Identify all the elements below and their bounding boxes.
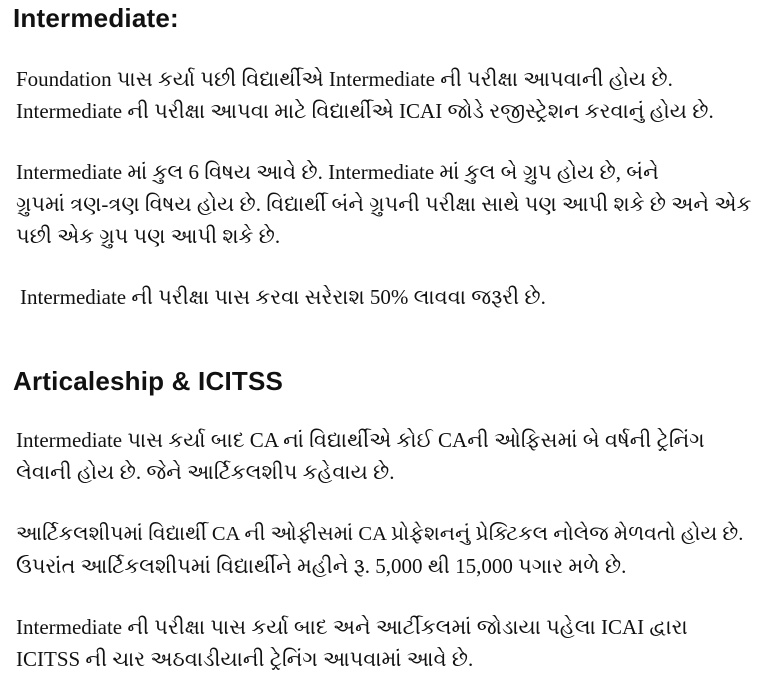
text-line: આર્ટિકલશીપમાં વિદ્યાર્થી CA ની ઓફીસમાં CA પ્રોફેશનનું પ્રેક્ટિકલ નોલેજ મેળવતો હોય છે. [16, 523, 744, 545]
text-line: Intermediate માં કુલ 6 વિષય આવે છે. Intermediate માં કુલ બે ગ્રુપ હોય છે, બંને [16, 160, 659, 184]
text-line: લેવાની હોય છે. જેને આર્ટિકલશીપ કહેવાય છે. [16, 460, 395, 484]
articleship-paragraph-training [16, 424, 705, 488]
articleship-heading: Articaleship & ICITSS [13, 366, 284, 396]
articleship-paragraph-stipend [16, 518, 743, 582]
text-line: Intermediate ની પરીક્ષા આપવા માટે વિદ્યાર્થીએ ICAI જોડે રજીસ્ટ્રેશન કરવાનું હોય છે. [16, 99, 714, 123]
text-line: Intermediate ની પરીક્ષા પાસ કર્યા બાદ અને આર્ટીકલમાં જોડાયા પહેલા ICAI દ્વારા [16, 615, 688, 639]
text-line: પછી એક ગ્રુપ પણ આપી શકે છે. [16, 224, 281, 248]
text-line: Intermediate પાસ કર્યા બાદ CA નાં વિદ્યાર્થીએ કોઈ CAની ઓફિસમાં બે વર્ષની ટ્રેનિંગ [16, 428, 705, 452]
intermediate-heading: Intermediate: [13, 3, 179, 33]
intermediate-paragraph-pass-criteria [20, 281, 546, 313]
icitss-paragraph [16, 611, 688, 675]
text-line: ઉપરાંત આર્ટિકલશીપમાં વિદ્યાર્થીને મહીને રૂ. 5,000 થી 15,000 પગાર મળે છે. [16, 554, 627, 578]
intermediate-paragraph-registration [16, 63, 714, 127]
text-line: ICITSS ની ચાર અઠવાડીયાની ટ્રેનિંગ આપવામાં આવે છે. [16, 647, 474, 671]
text-line: Intermediate ની પરીક્ષા પાસ કરવા સરેરાશ 50% લાવવા જરૂરી છે. [20, 285, 546, 309]
text-line: Foundation પાસ કર્યા પછી વિદ્યાર્થીએ Intermediate ની પરીક્ષા આપવાની હોય છે. [16, 67, 673, 91]
text-line: ગ્રુપમાં ત્રણ-ત્રણ વિષય હોય છે. વિદ્યાર્થી બંને ગ્રુપની પરીક્ષા સાથે પણ આપી શકે છે અને એક [16, 192, 752, 216]
intermediate-paragraph-subjects [16, 156, 751, 252]
